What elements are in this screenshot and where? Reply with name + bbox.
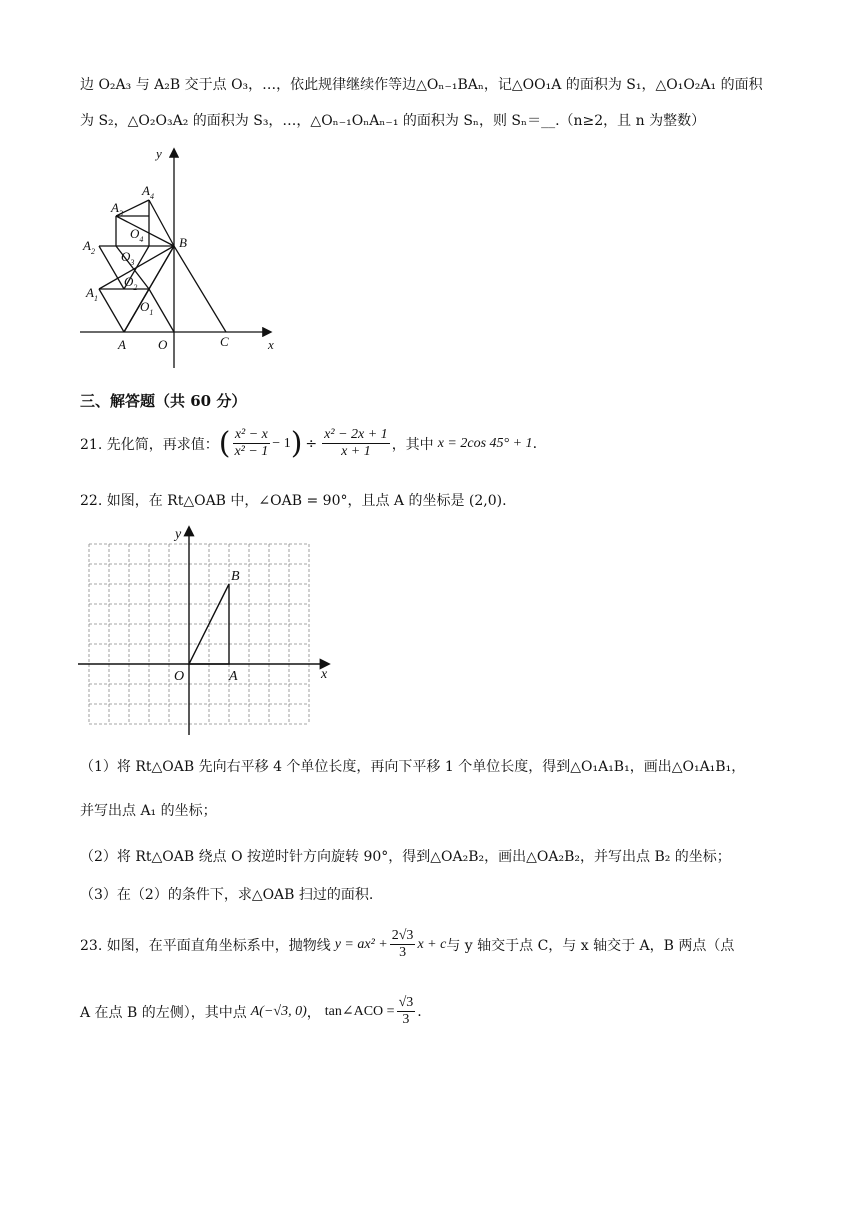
q23-comma: ， (306, 1004, 321, 1021)
q23-end: . (417, 1003, 422, 1020)
q23-eq-left: y = ax² + (334, 936, 388, 952)
q23-tan-denominator: 3 (402, 1012, 410, 1027)
fig1-point-b: B (179, 235, 187, 250)
fig1-point-o2: $O_2$ (124, 274, 138, 292)
q21-expression: x = 2cos 45° + 1 (437, 435, 533, 451)
fig2-point-a: A (229, 669, 238, 684)
q23-intro: 23. 如图，在平面直角坐标系中，抛物线 (80, 937, 331, 954)
fig2-point-b: B (231, 569, 240, 584)
fig1-point-o: O (158, 337, 168, 352)
fig2-x-label: x (321, 667, 328, 682)
fig1-point-o1: $O_1$ (140, 299, 154, 317)
q21-where: ，其中 (391, 436, 434, 453)
fig1-point-a4: $A_4$ (142, 183, 154, 201)
q21-f1-numerator: x² − x (234, 427, 268, 442)
q23-line2-intro: A 在点 B 的左侧），其中点 (80, 1004, 247, 1021)
q23-line-1 (80, 928, 734, 961)
q22-part-1b: 并写出点 A₁ 的坐标； (80, 803, 217, 819)
q22-part-2: （2）将 Rt△OAB 绕点 O 按逆时针方向旋转 90°，得到△OA₂B₂，画出△OA₂B₂，并写出点 B₂ 的坐标； (80, 849, 731, 865)
q22-stem: 22. 如图，在 Rt△OAB 中，∠OAB = 90°，且点 A 的坐标是 (2,0). (80, 493, 507, 509)
fig1-point-a3: $A_3$ (111, 200, 123, 218)
fig1-point-a: A (118, 337, 126, 352)
intro-line-1: 边 O₂A₃ 与 A₂B 交于点 O₃，…，依此规律继续作等边△Oₙ₋₁BAₙ，记△OO₁A 的面积为 S₁，△O₁O₂A₁ 的面积 (80, 77, 763, 93)
q23-tan-left: tan∠ACO = (324, 1004, 395, 1019)
q22-part-3: （3）在（2）的条件下，求△OAB 扫过的面积. (80, 887, 374, 903)
grid-lines (89, 544, 309, 724)
q23-point-a: A(−√3, 0) (250, 1003, 307, 1019)
section-heading: 三、解答题（共 60 分） (80, 392, 247, 410)
fig1-point-c: C (220, 334, 229, 349)
q21-f2-numerator: x² − 2x + 1 (324, 427, 388, 442)
figure-equilateral-chain (70, 140, 290, 375)
q23-coef-denominator: 3 (399, 945, 407, 960)
fig1-x-label: x (268, 337, 274, 352)
fig1-point-a1: $A_1$ (86, 285, 98, 303)
figure-grid-oab (70, 520, 340, 740)
q21-fraction-1 (232, 427, 270, 460)
q21-f1-denominator: x² − 1 (234, 444, 269, 459)
q21-fraction-2 (322, 427, 390, 460)
fig1-point-o3: $O_3$ (121, 249, 135, 267)
q23-tan-numerator: √3 (398, 995, 414, 1010)
q21-divide-sign: ÷ (305, 435, 318, 452)
q22-part-1a: （1）将 Rt△OAB 先向右平移 4 个单位长度，再向下平移 1 个单位长度，得到△O₁A₁B₁，画出△O₁A₁B₁， (80, 759, 746, 775)
fig1-y-label: y (156, 146, 162, 161)
fig2-y-label: y (175, 527, 182, 542)
q23-line1-tail: 与 y 轴交于点 C，与 x 轴交于 A，B 两点（点 (446, 937, 735, 954)
fig1-point-o4: $O_4$ (130, 226, 144, 244)
fig1-point-a2: $A_2$ (83, 238, 95, 256)
q21-minus-one: − 1 (272, 435, 291, 451)
question-21: 21. 先化简，再求值： ( $\frac{\text{x² − x}}{\text{x² − 1}}$ − 1 ) ÷ $\frac{\text{x² − 2x + 1}}{x + 1}$ ，其中 x = 2cos 45° + 1 . (80, 426, 538, 461)
fig2-point-o: O (174, 669, 185, 684)
q23-coef-numerator: 2√3 (391, 928, 414, 943)
q21-f2-denominator: x + 1 (341, 444, 371, 459)
q21-end: . (532, 435, 538, 452)
q23-tan-fraction (397, 995, 416, 1028)
q23-eq-right: x + c (417, 936, 447, 952)
q23-line-2 (80, 995, 422, 1028)
q21-prefix: 21. 先化简，再求值： (80, 436, 219, 453)
intro-line-2: 为 S₂，△O₂O₃A₂ 的面积为 S₃，…，△Oₙ₋₁OₙAₙ₋₁ 的面积为 Sₙ，则 Sₙ＝__.（n≥2，且 n 为整数） (80, 113, 706, 129)
q23-coefficient (390, 928, 416, 961)
